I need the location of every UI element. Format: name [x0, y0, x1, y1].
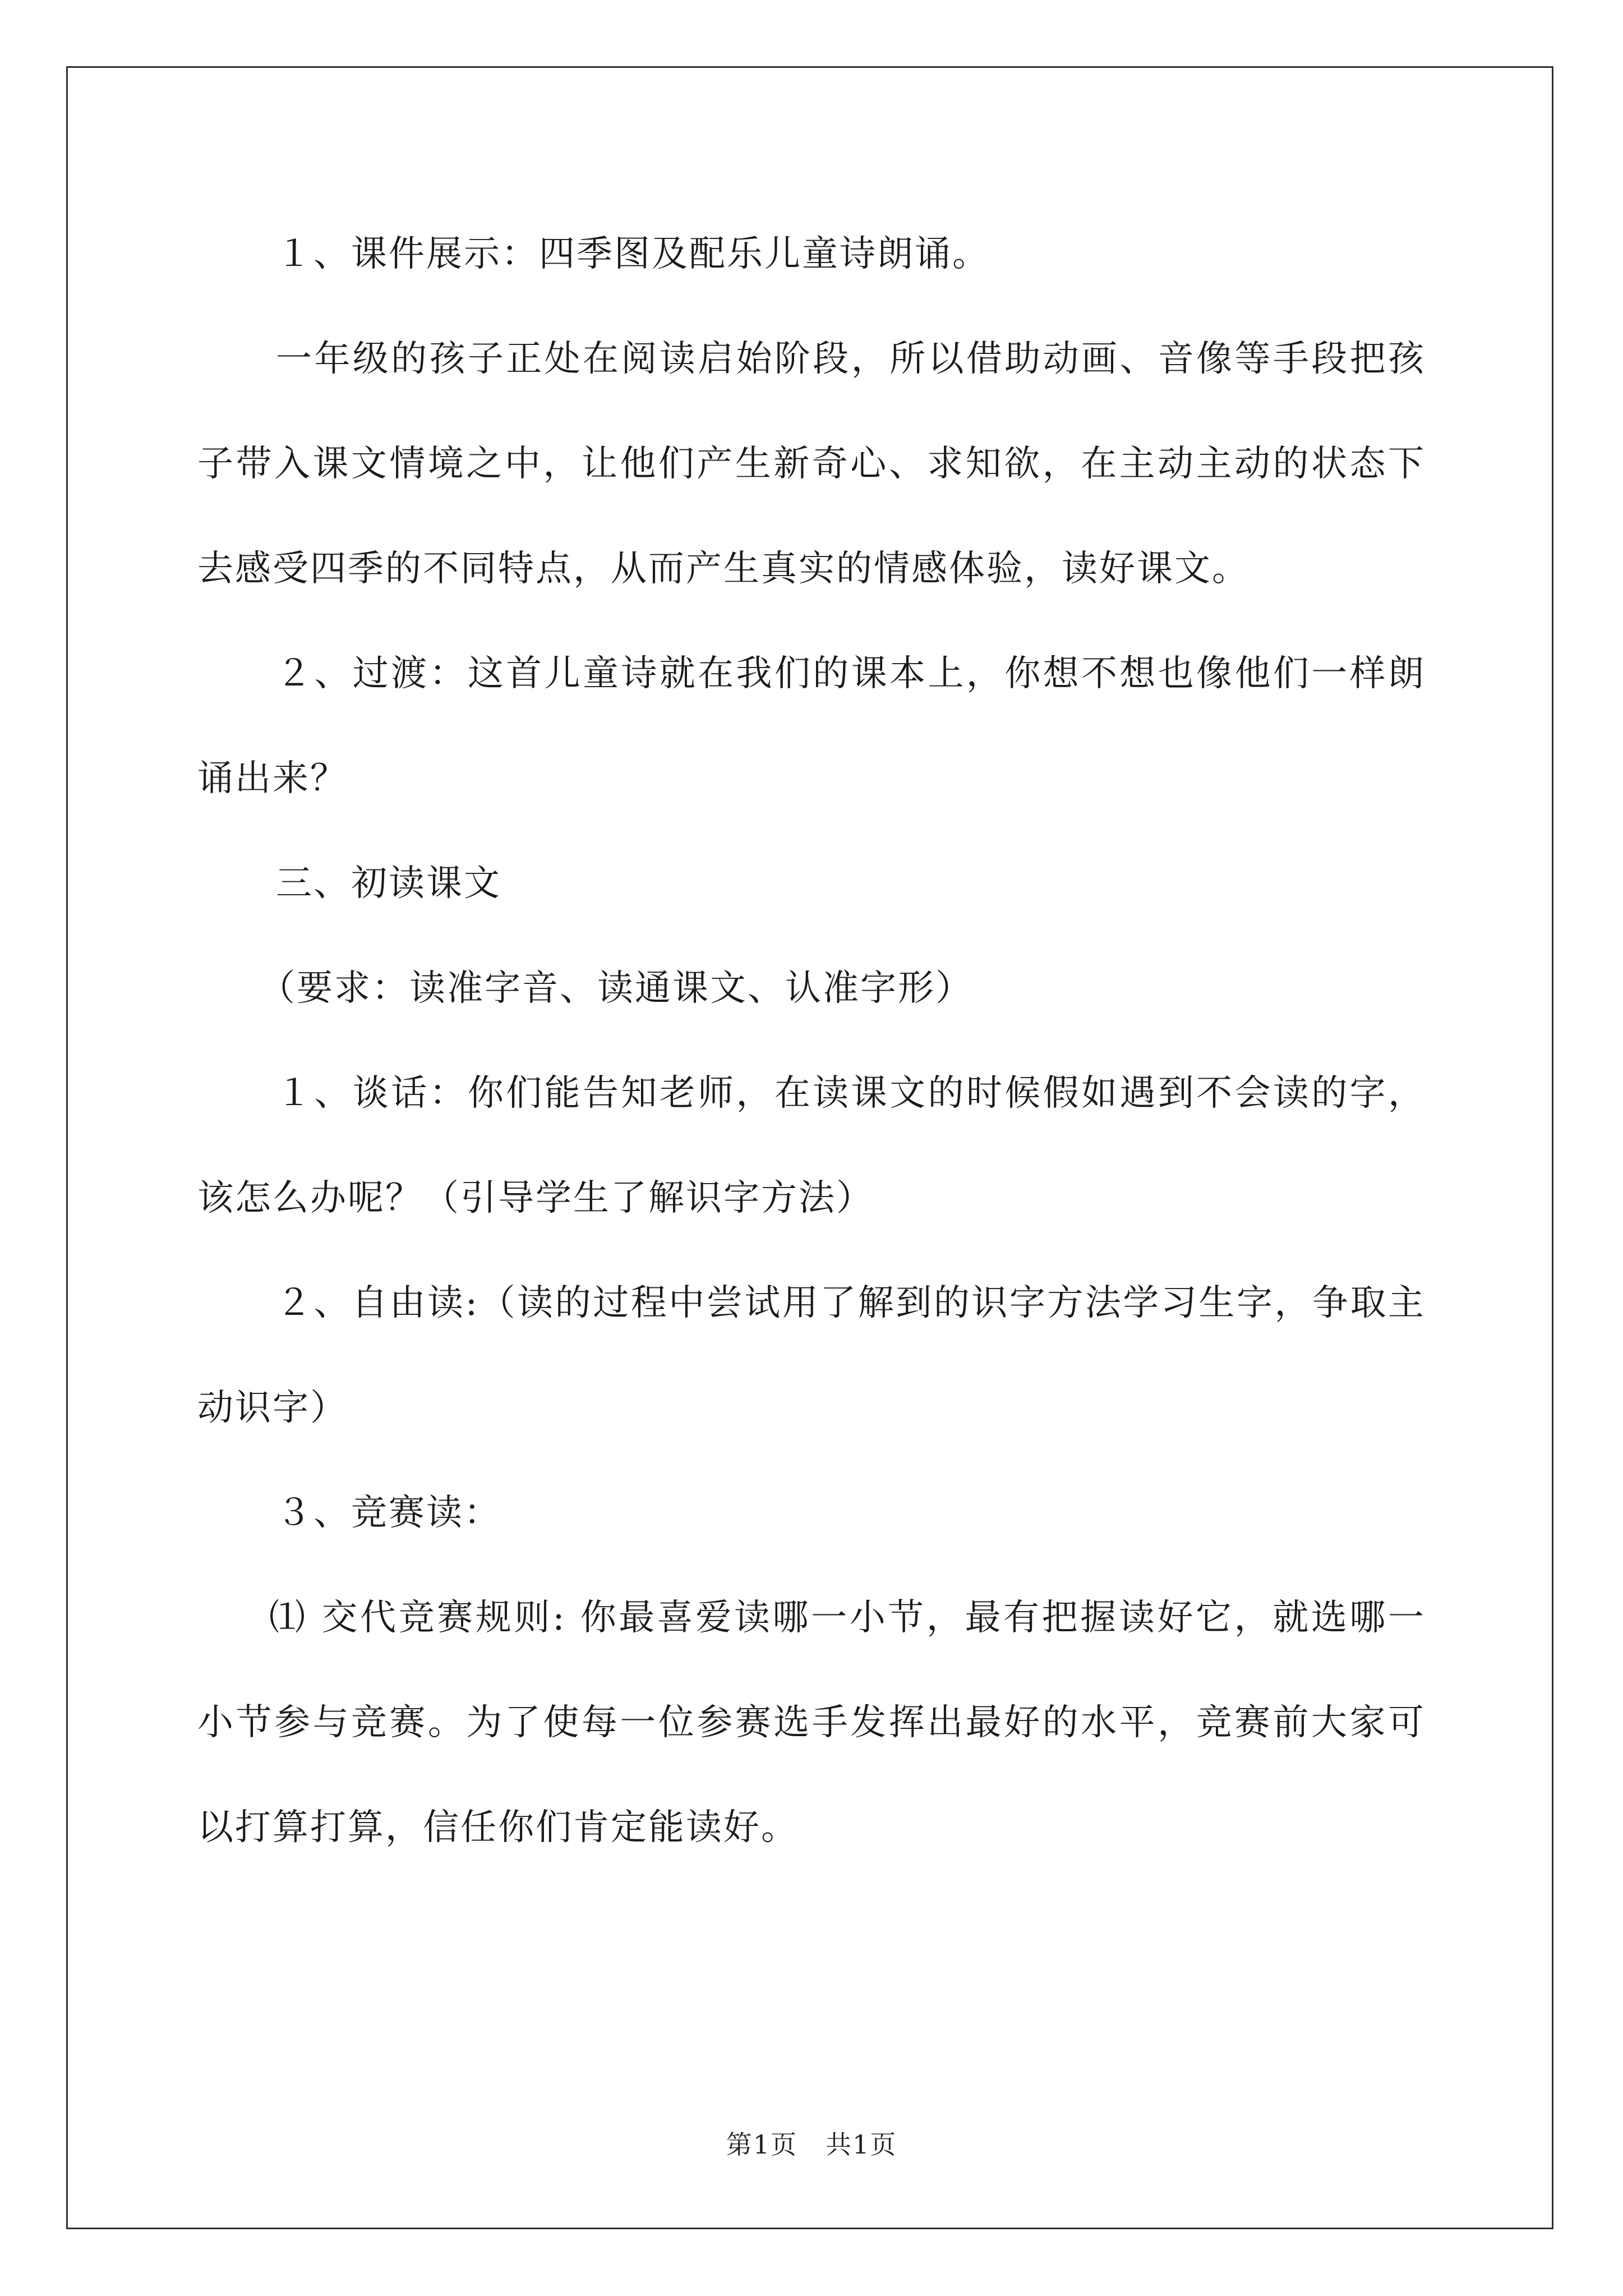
section-heading-first-reading: 三、初读课文	[276, 863, 501, 904]
page-total: 共1页	[826, 2129, 897, 2160]
paragraph-reading-stage: 一年级的孩子正处在阅读启始阶段，所以借助动画、音像等手段把孩子带入课文情境之中，让他们产生新奇心、求知欲，在主动主动的状态下去感受四季的不同特点，从而产生真实的情感体验，读好课文。	[197, 338, 1426, 590]
paragraph-competition-rules: ⑴ 交代竞赛规则: 你最喜爱读哪一小节，最有把握读好它，就选哪一小节参与竞赛。为了使每一位参赛选手发挥出最好的水平，竞赛前大家可以打算打算，信任你们肯定能读好。	[197, 1597, 1426, 1848]
page-footer	[0, 2128, 1623, 2161]
document-body	[197, 202, 1426, 1880]
paragraph-transition: ２、过渡：这首儿童诗就在我们的课本上，你想不想也像他们一样朗诵出来？	[197, 653, 1426, 799]
paragraph-free-reading: ２、自由读:（读的过程中尝试用了解到的识字方法学习生字，争取主动识字）	[197, 1282, 1426, 1429]
paragraph-competition: ３、竞赛读：	[276, 1492, 501, 1534]
page-number: 第1页	[726, 2129, 797, 2160]
paragraph-talk: １、谈话：你们能告知老师，在读课文的时候假如遇到不会读的字，该怎么办呢？（引导学生了解识字方法）	[197, 1073, 1426, 1219]
paragraph-requirements: （要求：读准字音、读通课文、认准字形）	[259, 968, 973, 1009]
paragraph-courseware: １、课件展示：四季图及配乐儿童诗朗诵。	[276, 233, 990, 275]
